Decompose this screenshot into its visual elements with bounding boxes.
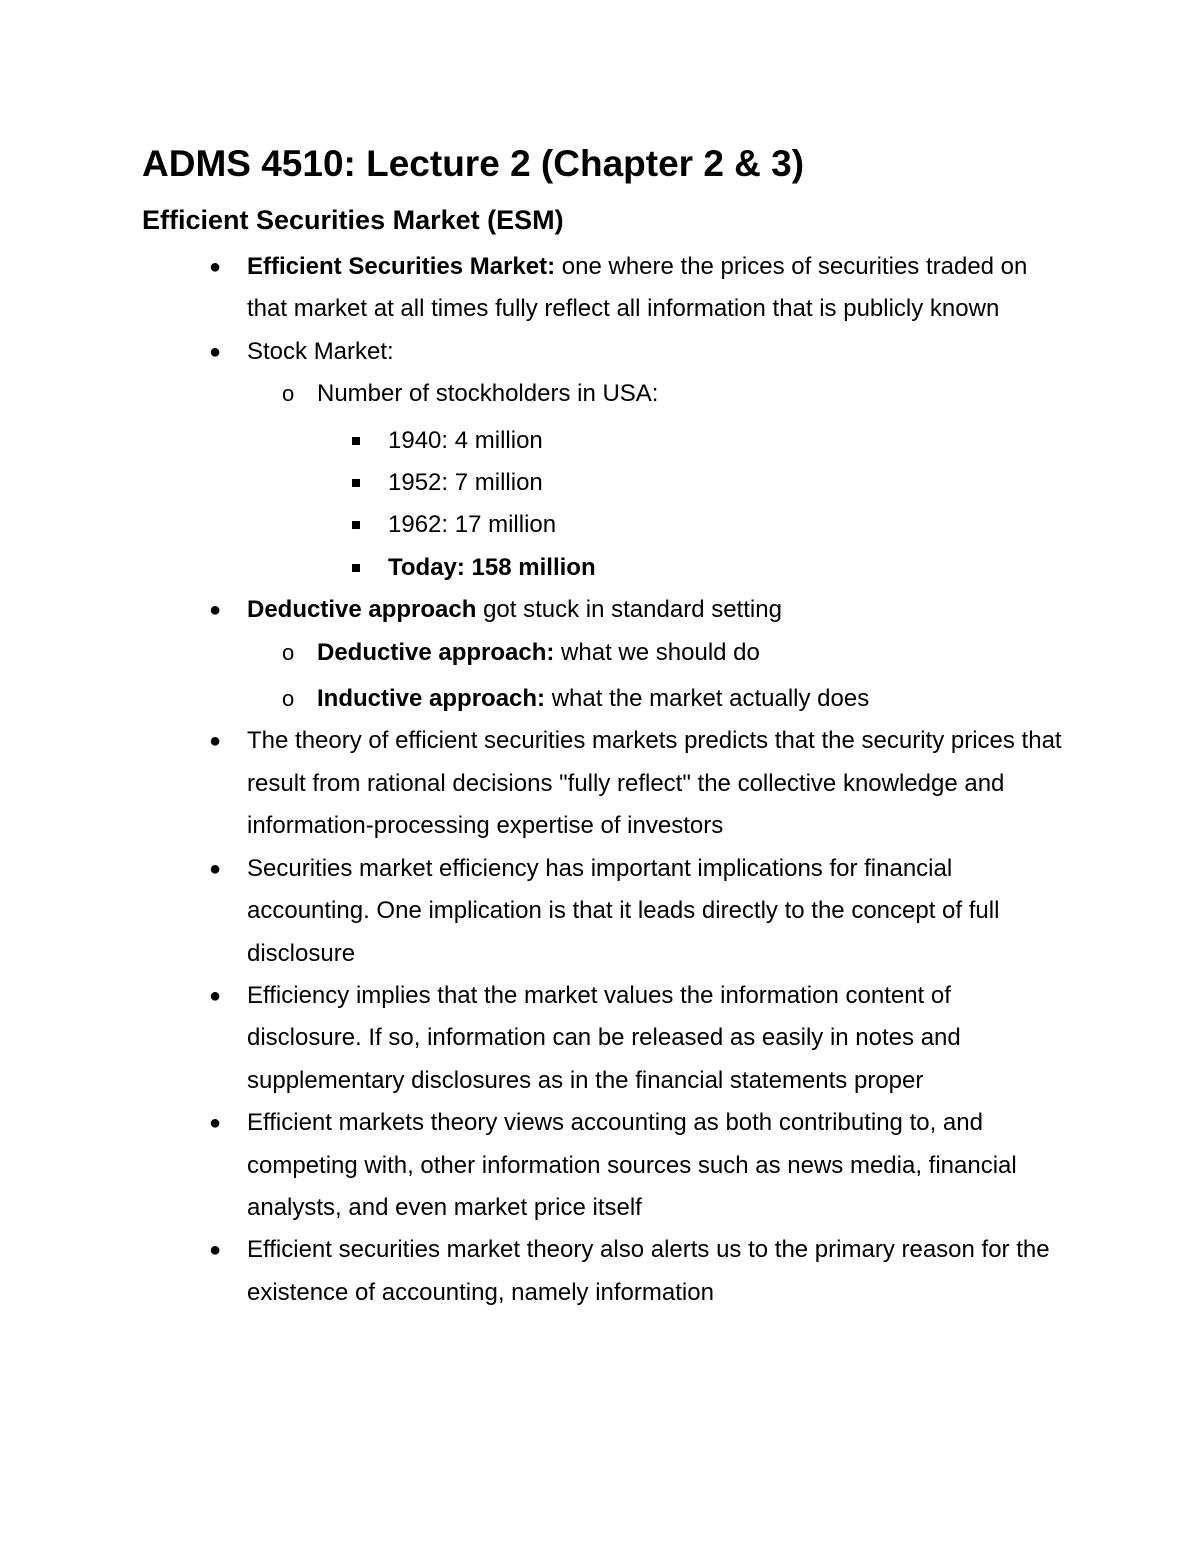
sub-item-text: Number of stockholders in USA: bbox=[317, 380, 659, 408]
square-bullet-icon bbox=[352, 564, 360, 572]
square-bullet-icon bbox=[352, 437, 360, 445]
sub-sub-list-item bbox=[0, 504, 1068, 546]
sub-sub-item-text: 1962: 17 million bbox=[388, 511, 557, 539]
square-bullet-icon bbox=[352, 479, 360, 487]
sub-item-bold-term: Deductive approach: bbox=[317, 638, 555, 666]
item-bold-term: Deductive approach bbox=[247, 596, 477, 624]
bullet-icon: ● bbox=[209, 340, 222, 363]
document-title: ADMS 4510: Lecture 2 (Chapter 2 & 3) bbox=[142, 143, 805, 184]
sub-sub-item-text: 1940: 4 million bbox=[388, 426, 543, 454]
sub-sub-item-text: 1952: 7 million bbox=[388, 469, 543, 497]
item-text: Efficient markets theory views accounting as both contributing to, and competing with, other information sources such as news media, financial analysts, and even market price itself bbox=[247, 1109, 1017, 1221]
item-text: The theory of efficient securities markets predicts that the security prices that result from rational decisions "fully reflect" the collective knowledge and information-processing expertise of investors bbox=[247, 727, 1062, 840]
item-bold-term: Efficient Securities Market: bbox=[247, 253, 556, 280]
sub-list-item bbox=[0, 678, 1067, 720]
bullet-icon: ● bbox=[209, 857, 222, 880]
bullet-icon: ● bbox=[209, 984, 222, 1007]
sub-item-text: what the market actually does bbox=[545, 685, 870, 713]
item-text: one where the prices of securities traded on that market at all times fully reflect all information that is publicly known bbox=[247, 253, 1028, 323]
bullet-icon: ● bbox=[209, 256, 222, 278]
list-item bbox=[0, 246, 1067, 331]
item-text: got stuck in standard setting bbox=[476, 596, 782, 624]
item-text: Stock Market: bbox=[247, 337, 394, 365]
list-item bbox=[0, 1229, 1067, 1314]
sub-sub-list-item bbox=[0, 462, 1068, 504]
sub-item-text: what we should do bbox=[554, 638, 760, 666]
bullet-icon: ● bbox=[209, 1239, 222, 1262]
section-heading: Efficient Securities Market (ESM) bbox=[142, 205, 564, 235]
list-item bbox=[0, 331, 1067, 373]
item-text: Securities market efficiency has important implications for financial accounting. One implication is that it leads directly to the concept of full disclosure bbox=[247, 854, 1000, 967]
bullet-list bbox=[0, 246, 1200, 1314]
sub-list-item bbox=[0, 373, 1067, 415]
sub-sub-list-item bbox=[0, 547, 1068, 589]
item-text: Efficient securities market theory also alerts us to the primary reason for the existence of accounting, namely information bbox=[247, 1236, 1050, 1306]
list-item bbox=[0, 1102, 1067, 1229]
list-item bbox=[0, 975, 1067, 1102]
list-item bbox=[0, 720, 1067, 847]
circle-bullet-icon: o bbox=[282, 639, 295, 665]
sub-list-item bbox=[0, 632, 1067, 674]
sub-item-bold-term: Inductive approach: bbox=[317, 685, 546, 713]
list-item bbox=[0, 848, 1067, 975]
square-bullet-icon bbox=[352, 521, 360, 529]
circle-bullet-icon: o bbox=[282, 686, 295, 712]
circle-bullet-icon: o bbox=[282, 381, 295, 407]
list-item bbox=[0, 589, 1067, 631]
bullet-icon: ● bbox=[209, 599, 222, 622]
bullet-icon: ● bbox=[209, 730, 222, 753]
item-text: Efficiency implies that the market values the information content of disclosure. If so, information can be released as easily in notes and supplementary disclosures as in the financial statements proper bbox=[247, 981, 961, 1094]
sub-sub-list-item bbox=[0, 420, 1068, 462]
bullet-icon: ● bbox=[209, 1112, 222, 1135]
sub-sub-item-text: Today: 158 million bbox=[388, 553, 596, 581]
